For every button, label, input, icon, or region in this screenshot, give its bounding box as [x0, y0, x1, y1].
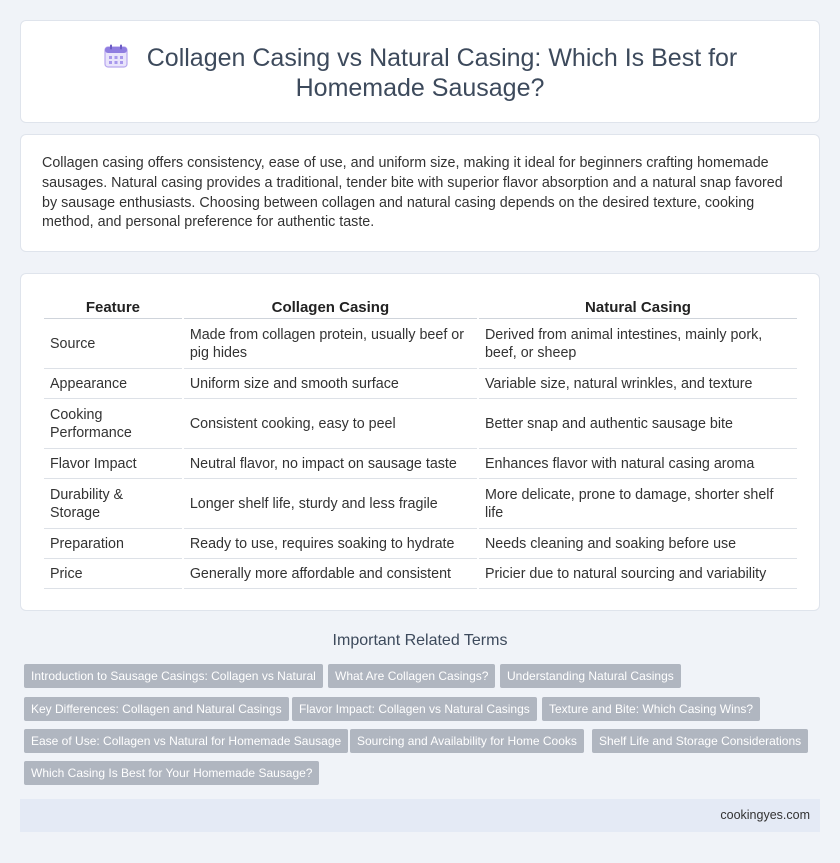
intro-paragraph: Collagen casing offers consistency, ease of use, and uniform size, making it ideal for beginners crafting homemade sausages. Natural casing provides a traditional, tender bite with superior flavor absorption and a natural snap favored by sausage enthusiasts. Choosing between collagen and natural casing depends on the desired texture, cooking method, and personal preference for authentic taste. — [42, 155, 783, 231]
header-natural: Natural Casing — [479, 297, 797, 319]
table-row — [44, 449, 797, 479]
related-tag[interactable]: Introduction to Sausage Casings: Collagen vs Natural — [24, 664, 323, 688]
table-cell: Pricier due to natural sourcing and variability — [479, 559, 797, 589]
header-collagen: Collagen Casing — [184, 297, 477, 319]
table-cell: Cooking Performance — [44, 399, 182, 449]
related-tag[interactable]: Ease of Use: Collagen vs Natural for Homemade Sausage — [24, 729, 348, 753]
table-header-row — [44, 297, 797, 319]
table-cell: Longer shelf life, sturdy and less fragile — [184, 479, 477, 529]
header-card — [20, 20, 820, 123]
table-cell: Source — [44, 319, 182, 369]
table-cell: Generally more affordable and consistent — [184, 559, 477, 589]
table-row — [44, 559, 797, 589]
table-cell: Preparation — [44, 529, 182, 559]
title-wrap — [51, 43, 789, 103]
related-tag[interactable]: Sourcing and Availability for Home Cooks — [350, 729, 584, 753]
table-row — [44, 399, 797, 449]
table-row — [44, 319, 797, 369]
table-cell: Neutral flavor, no impact on sausage taste — [184, 449, 477, 479]
table-cell: Uniform size and smooth surface — [184, 369, 477, 399]
page-title-text: Collagen Casing vs Natural Casing: Which Is Best for Homemade Sausage? — [146, 44, 738, 102]
table-cell: Consistent cooking, easy to peel — [184, 399, 477, 449]
related-tag[interactable]: Understanding Natural Casings — [500, 664, 681, 688]
table-cell: Appearance — [44, 369, 182, 399]
table-row — [44, 529, 797, 559]
table-cell: Durability & Storage — [44, 479, 182, 529]
table-cell: Variable size, natural wrinkles, and texture — [479, 369, 797, 399]
table-cell: Needs cleaning and soaking before use — [479, 529, 797, 559]
page-title — [51, 43, 789, 103]
table-row — [44, 369, 797, 399]
comparison-card — [20, 273, 820, 611]
related-tag[interactable]: Texture and Bite: Which Casing Wins? — [542, 697, 760, 721]
table-cell: Ready to use, requires soaking to hydrate — [184, 529, 477, 559]
table-cell: Price — [44, 559, 182, 589]
table-row — [44, 479, 797, 529]
footer-site[interactable]: cookingyes.com — [720, 808, 810, 822]
related-tag[interactable]: What Are Collagen Casings? — [328, 664, 495, 688]
header-feature: Feature — [44, 297, 182, 319]
related-tag[interactable]: Flavor Impact: Collagen vs Natural Casings — [292, 697, 537, 721]
table-cell: Flavor Impact — [44, 449, 182, 479]
table-cell: Made from collagen protein, usually beef or pig hides — [184, 319, 477, 369]
calendar-icon — [103, 43, 129, 69]
related-terms-title: Important Related Terms — [332, 632, 508, 649]
comparison-table — [42, 297, 799, 589]
table-cell: Better snap and authentic sausage bite — [479, 399, 797, 449]
table-cell: Derived from animal intestines, mainly pork, beef, or sheep — [479, 319, 797, 369]
table-cell: Enhances flavor with natural casing aroma — [479, 449, 797, 479]
related-tag[interactable]: Key Differences: Collagen and Natural Casings — [24, 697, 289, 721]
intro-card — [20, 134, 820, 252]
related-tag[interactable]: Which Casing Is Best for Your Homemade Sausage? — [24, 761, 319, 785]
table-cell: More delicate, prone to damage, shorter shelf life — [479, 479, 797, 529]
footer — [20, 799, 820, 832]
related-tag[interactable]: Shelf Life and Storage Considerations — [592, 729, 808, 753]
